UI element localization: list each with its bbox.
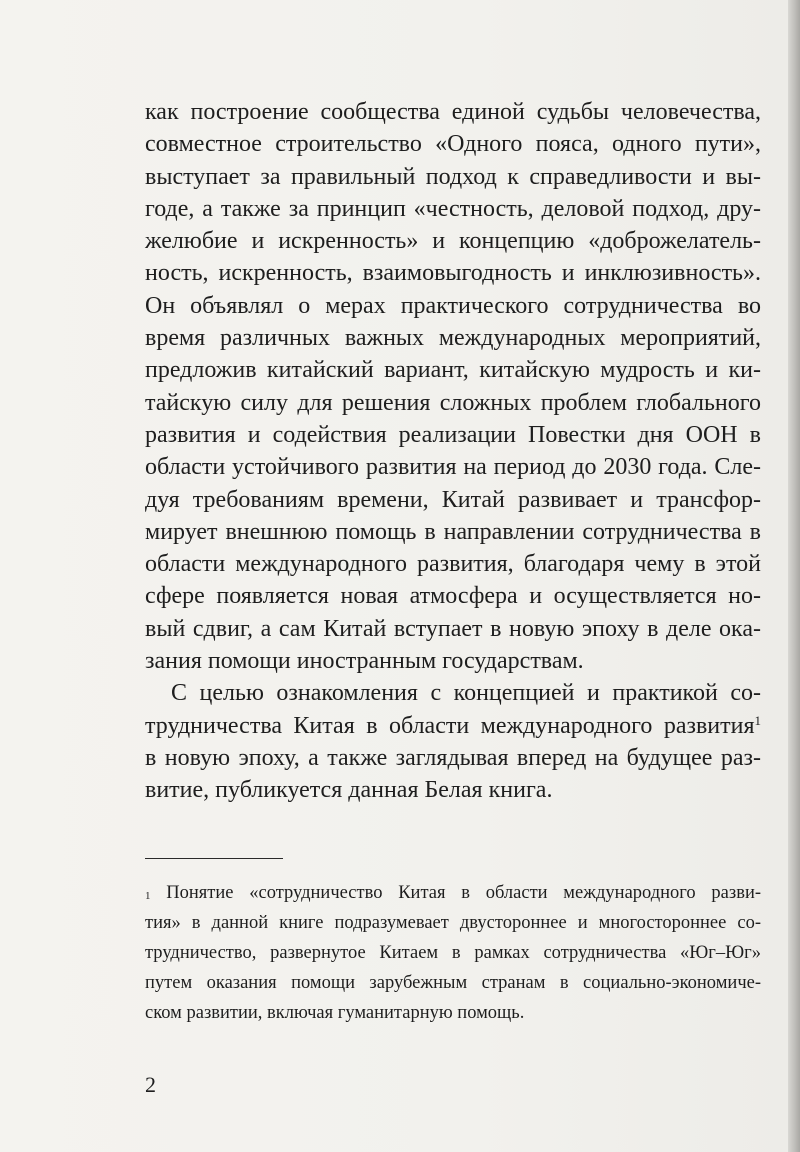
text-line: С целью ознакомления с концепцией и практикой со- [171,680,761,707]
footnote-line: тия» в данной книге подразумевает двустороннее и многостороннее со- [145,913,761,933]
text-line: мирует внешнюю помощь в направлении сотрудничества в [145,518,761,545]
text-line: витие, публикуется данная Белая книга. [145,777,553,804]
text-line: развития и содействия реализации Повестки дня ООН в [145,421,761,448]
text-line: ность, искренность, взаимовыгодность и инклюзивность». [145,260,761,287]
text-line: предложив китайский вариант, китайскую мудрость и ки- [145,357,761,384]
page-number: 2 [145,1072,156,1097]
paragraph-2 [145,677,761,806]
text-line: сфере появляется новая атмосфера и осуществляется но- [145,583,761,610]
text-line: совместное строительство «Одного пояса, одного пути», [145,131,761,158]
footnote-line: путем оказания помощи зарубежным странам в социально-экономиче- [145,973,761,993]
text-line: вый сдвиг, а сам Китай вступает в новую эпоху в деле ока- [145,615,761,642]
footnote [145,878,761,1028]
text-line: области международного развития, благодаря чему в этой [145,551,761,578]
main-text [145,96,761,807]
footnote-line: трудничество, развернутое Китаем в рамках сотрудничества «Юг–Юг» [145,943,761,963]
text-line-content: трудничества Китая в области международного развития [145,712,755,739]
paragraph-1 [145,96,761,677]
page-edge [788,0,800,1152]
footnote-reference: 1 [754,712,761,728]
footnote-line: ском развитии, включая гуманитарную помощь. [145,1003,525,1023]
footnote-divider [145,858,283,859]
footnote-line [145,878,761,908]
text-line: дуя требованиям времени, Китай развивает и трансфор- [145,486,761,513]
text-line: желюбие и искренность» и концепцию «доброжелатель- [145,228,761,255]
text-line: годе, а также за принцип «честность, деловой подход, дру- [145,195,761,222]
text-line: выступает за правильный подход к справедливости и вы- [145,163,761,190]
text-line: зания помощи иностранным государствам. [145,648,584,675]
text-line: области устойчивого развития на период до 2030 года. Сле- [145,454,761,481]
text-line-with-footnote-ref [145,710,761,742]
text-line: в новую эпоху, а также заглядывая вперед на будущее раз- [145,744,761,771]
footnote-line-content: Понятие «сотрудничество Китая в области международного разви- [166,883,762,903]
text-line: тайскую силу для решения сложных проблем глобального [145,389,761,416]
text-line: Он объявлял о мерах практического сотрудничества во [145,292,761,319]
text-line: как построение сообщества единой судьбы человечества, [145,99,761,125]
footnote-marker: 1 [145,890,151,902]
text-line: время различных важных международных мероприятий, [145,325,761,352]
